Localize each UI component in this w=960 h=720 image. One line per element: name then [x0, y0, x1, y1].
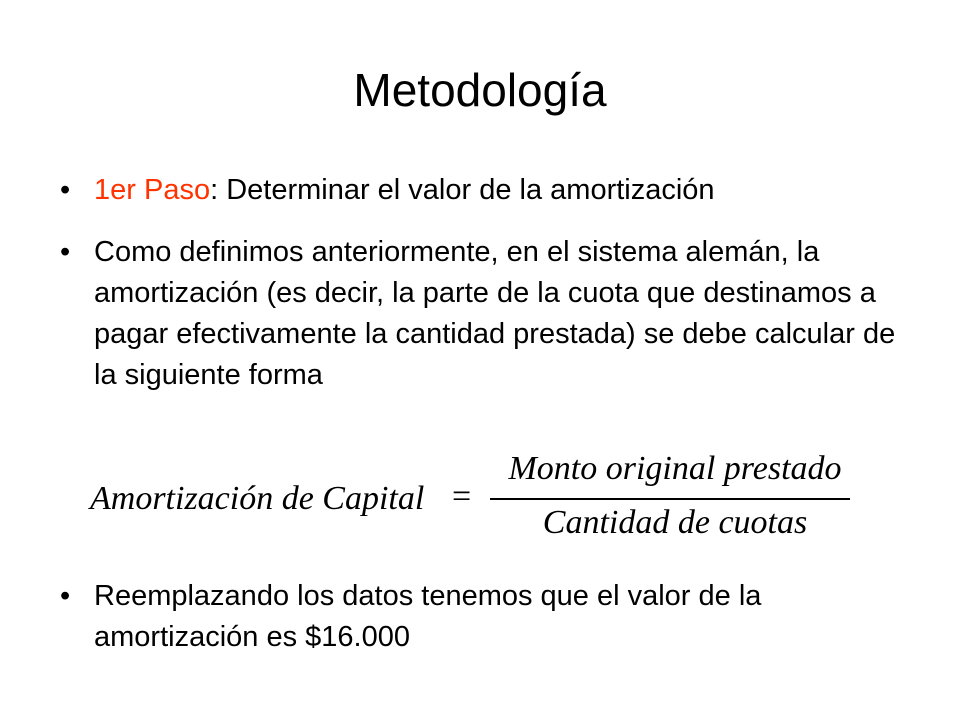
bullet-text — [94, 170, 900, 211]
bullet-dot: • — [60, 174, 71, 206]
bullet-text: Como definimos anteriormente, en el sistema alemán, la amortización (es decir, la parte de la cuota que destinamos a pagar efectivamente la cantidad prestada) se debe calcular de la siguiente forma — [94, 236, 896, 391]
bullet-dot: • — [60, 580, 71, 612]
formula-equals: = — [452, 478, 472, 515]
step-description: : Determinar el valor de la amortización — [210, 174, 715, 206]
amortization-formula — [90, 450, 870, 550]
formula-numerator: Monto original prestado — [508, 450, 842, 487]
bullet-explanation — [60, 232, 900, 396]
bullet-dot: • — [60, 236, 71, 268]
bullet-result — [60, 576, 900, 658]
step-highlight: 1er Paso — [94, 174, 211, 206]
formula-lhs: Amortización de Capital — [90, 480, 425, 517]
slide-title: Metodología — [353, 64, 607, 116]
bullet-step-1 — [60, 170, 900, 211]
fraction-bar — [490, 498, 850, 500]
formula-denominator: Cantidad de cuotas — [542, 504, 808, 541]
bullet-text: Reemplazando los datos tenemos que el valor de la amortización es $16.000 — [94, 580, 762, 653]
